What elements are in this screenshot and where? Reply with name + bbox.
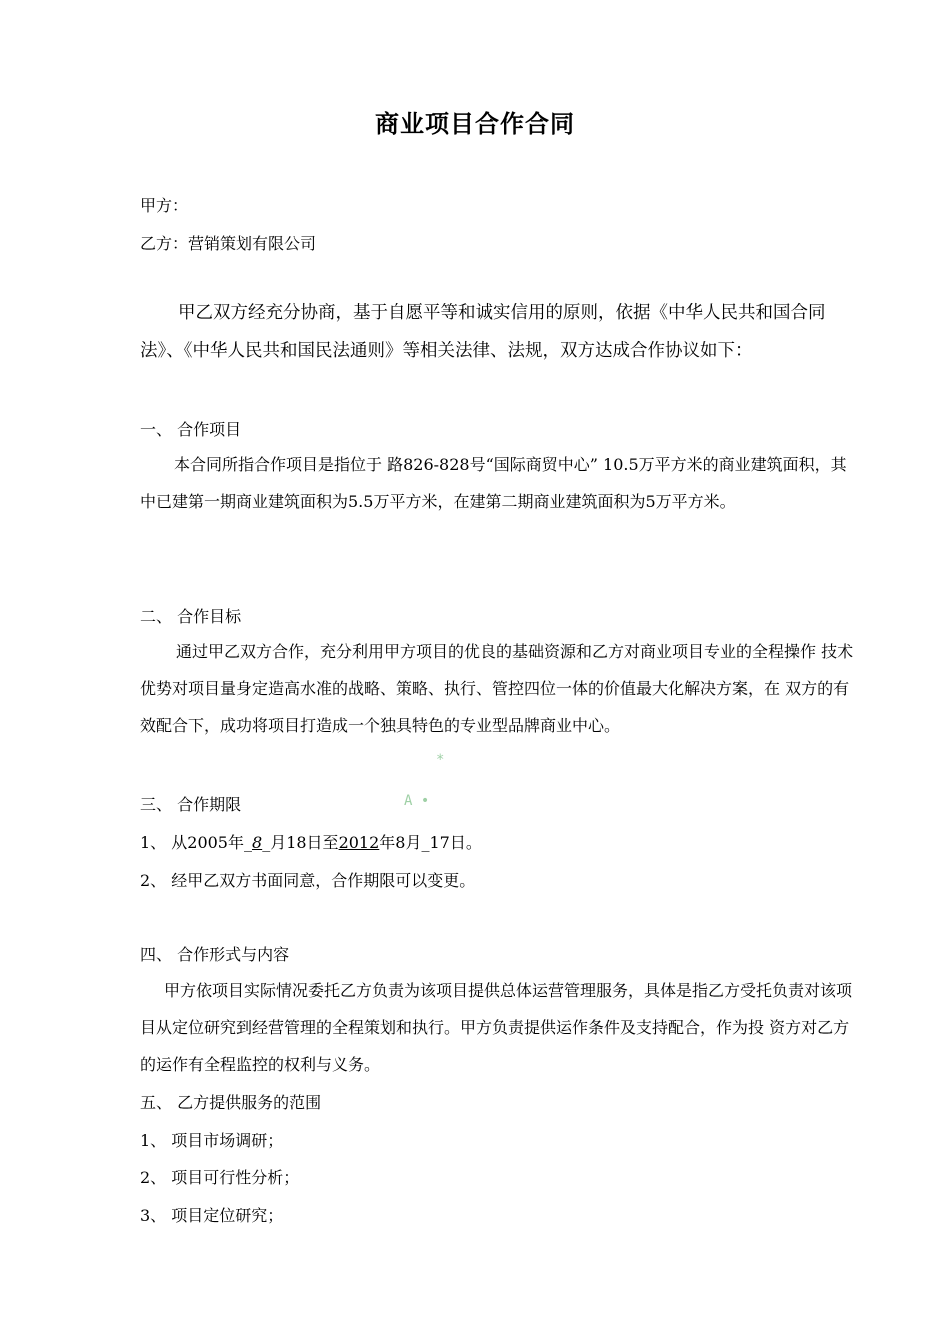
stray-asterisk-mark: * xyxy=(436,752,445,768)
section-5-item-2: 2、 项目可行性分析； xyxy=(140,1168,300,1187)
section-5-item-3: 3、 项目定位研究； xyxy=(140,1206,284,1225)
section-4-body: 甲方依项目实际情况委托乙方负责为该项目提供总体运营管理服务，具体是指乙方受托负责对该项目从定位研究到经营管理的全程策划和执行。甲方负责提供运作条件及支持配合，作为投 资方对乙方的运作有全程监控的权利与义务。 xyxy=(140,981,853,1074)
start-month: 8 xyxy=(252,833,263,852)
end-year: 2012 xyxy=(338,833,380,852)
party-a: 甲方： xyxy=(140,196,189,215)
item-1-prefix: 1、 从2005年_ xyxy=(140,833,252,852)
stray-a-mark: A • xyxy=(404,793,430,809)
section-2-heading: 二、 合作目标 xyxy=(140,607,242,626)
section-1-body: 本合同所指合作项目是指位于 路826-828号“国际商贸中心” 10.5万平方米的商业建筑面积，其中已建第一期商业建筑面积为5.5万平方米，在建第二期商业建筑面积为5万平方米。 xyxy=(140,455,847,511)
item-1-suffix: 年8月_17日。 xyxy=(379,833,482,852)
section-4-heading: 四、 合作形式与内容 xyxy=(140,945,290,964)
section-2-body: 通过甲乙双方合作，充分利用甲方项目的优良的基础资源和乙方对商业项目专业的全程操作 技术优势对项目量身定造高水准的战略、策略、执行、管控四位一体的价值最大化解决方案，在 双方的有效配合下，成功将项目打造成一个独具特色的专业型品牌商业中心。 xyxy=(140,642,854,735)
item-1-mid: _月18日至 xyxy=(262,833,339,852)
preamble-paragraph: 甲乙双方经充分协商，基于自愿平等和诚实信用的原则，依据《中华人民共和国合同法》、《中华人民共和国民法通则》等相关法律、法规，双方达成合作协议如下： xyxy=(140,303,826,361)
party-b: 乙方：营销策划有限公司 xyxy=(140,234,317,253)
section-3-heading: 三、 合作期限 xyxy=(140,795,242,814)
section-3-item-1 xyxy=(140,830,482,853)
section-3-item-2: 2、 经甲乙双方书面同意，合作期限可以变更。 xyxy=(140,871,476,890)
section-1-heading: 一、 合作项目 xyxy=(140,420,242,439)
contract-title: 商业项目合作合同 xyxy=(375,110,575,138)
section-5-item-1: 1、 项目市场调研； xyxy=(140,1131,284,1150)
section-5-heading: 五、 乙方提供服务的范围 xyxy=(140,1093,322,1112)
